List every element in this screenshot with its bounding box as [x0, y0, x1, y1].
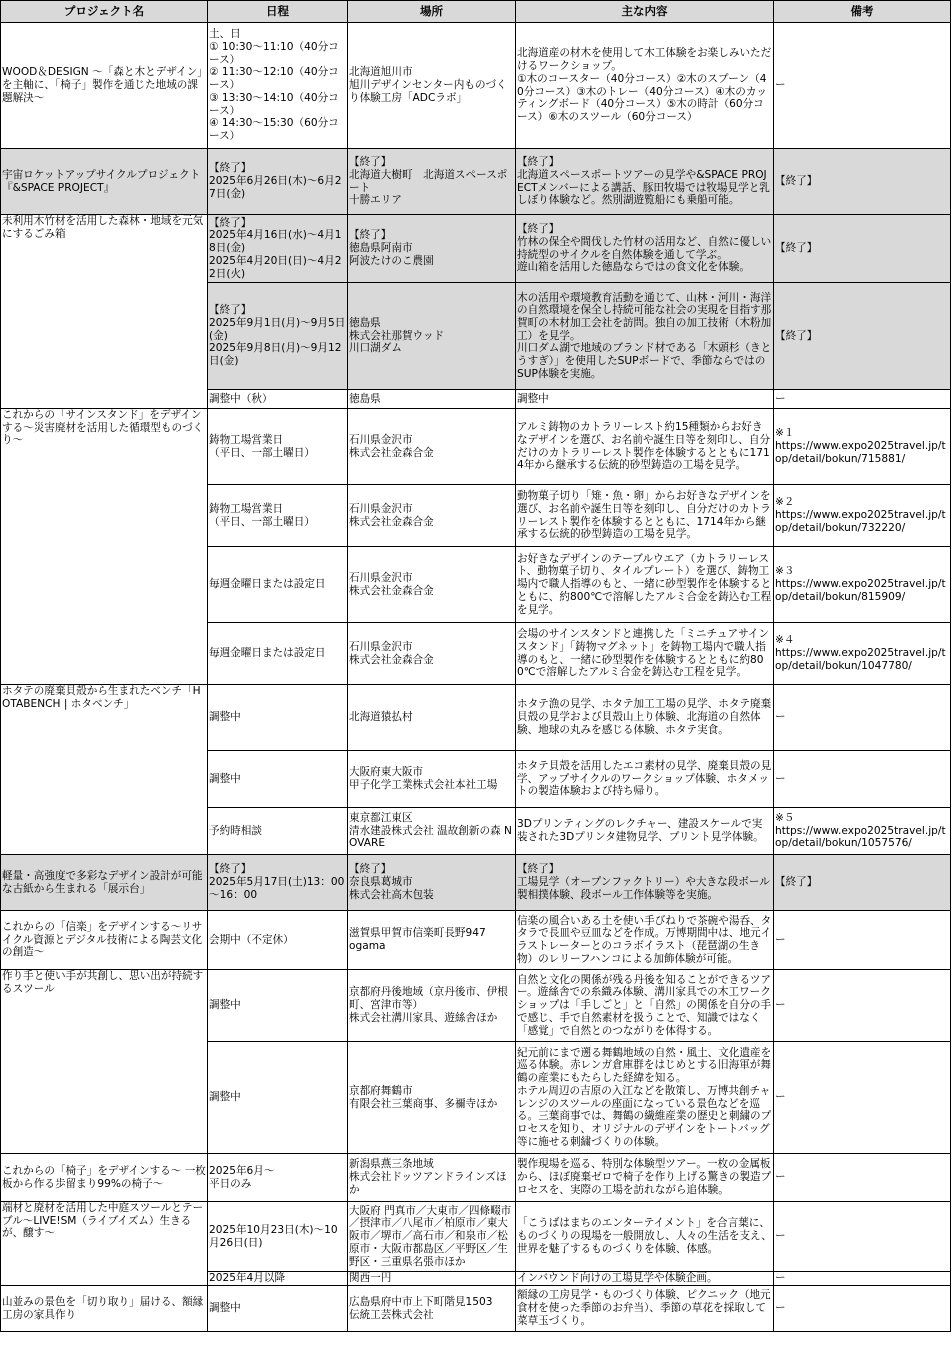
- project-name: これからの「椅子」をデザインする～ 一枚板から作る歩留まり99%の椅子～: [1, 1154, 208, 1202]
- place-cell: 石川県金沢市 株式会社金森合金: [348, 485, 516, 547]
- header-project: プロジェクト名: [1, 1, 208, 23]
- note-cell: ※５ https://www.expo2025travel.jp/top/detail/bokun/1057576/: [774, 808, 951, 855]
- schedule-cell: 調整中: [208, 1042, 348, 1154]
- note-cell: ー: [774, 1154, 951, 1202]
- project-name: これからの「信楽」をデザインする～リサイクル資源とデジタル技術による陶芸文化の創造～: [1, 911, 208, 970]
- content-cell: 信楽の風合いある土を使い手びねりで茶碗や湯呑、タタラで長皿や豆皿などを作成。万博期間中は、地元イラストレーターとのコラボイラスト（琵琶湖の生き物）のレリーフハンコによる加飾体験が可能。: [516, 911, 774, 970]
- project-name: 未利用木竹材を活用した森林・地域を元気にするごみ箱: [1, 215, 208, 409]
- content-cell: 木の活用や環境教育活動を通じて、山林・河川・海洋の自然環境を保全し持続可能な社会の実現を目指す那賀町の木材加工会社を訪問。独自の加工技術（木粉加工）を見学。 川口ダム湖で地域のブランド材である「木頭杉（きとうすぎ）」を使用したSUPボードで、季節ならではのSUP体験を実施。: [516, 283, 774, 390]
- content-cell: 3Dプリンティングのレクチャー、建設スケールで実装された3Dプリンタ建物見学、プリント見学体験。: [516, 808, 774, 855]
- table-row: [1, 855, 951, 911]
- place-cell: 広島県府中市上下町階見1503 伝統工芸株式会社: [348, 1286, 516, 1332]
- place-cell: 北海道猿払村: [348, 685, 516, 751]
- content-cell: インバウンド向けの工場見学や体験企画。: [516, 1272, 774, 1286]
- place-cell: 大阪府 門真市／大東市／四條畷市／摂津市／八尾市／柏原市／東大阪市／堺市／高石市／和泉市／松原市・大阪市都島区／平野区／生野区・三重県名張市ほか: [348, 1202, 516, 1272]
- note-cell: ー: [774, 911, 951, 970]
- project-name: 宇宙ロケットアップサイクルプロジェクト『&SPACE PROJECT』: [1, 149, 208, 215]
- schedule-cell: 毎週金曜日または設定日: [208, 547, 348, 623]
- content-cell: 製作現場を巡る、特別な体験型ツアー。一枚の金属板から、ほぼ廃棄ゼロで椅子を作り上げる驚きの製造プロセスを、実際の工場を訪れながら追体験。: [516, 1154, 774, 1202]
- place-cell: 新潟県燕三条地域 株式会社ドッツアンドラインズほか: [348, 1154, 516, 1202]
- note-cell: 【終了】: [774, 215, 951, 283]
- schedule-cell: 調整中: [208, 751, 348, 808]
- schedule-cell: 調整中: [208, 685, 348, 751]
- content-cell: 額縁の工房見学・ものづくり体験、ピクニック（地元食材を使った季節のお弁当）、季節の草花を採取して菜草玉づくり。: [516, 1286, 774, 1332]
- content-cell: アルミ鋳物のカトラリーレスト約15種類からお好きなデザインを選び、お名前や誕生日等を刻印し、自分だけのカトラリーレスト製作を体験するとともに1714年から継承する伝統的砂型鋳造の工場を見学。: [516, 409, 774, 485]
- content-cell: 北海道産の材木を使用して木工体験をお楽しみいただけるワークショップ。 ①木のコースター（40分コース）②木のスプーン（40分コース）③木のトレー（40分コース）④木のカッティングボード（40分コース）⑤木の時計（60分コース）⑥木のスツール（60分コース）: [516, 23, 774, 149]
- project-name: これからの「サインスタンド」をデザインする～災害廃材を活用した循環型ものづくり～: [1, 409, 208, 685]
- schedule-cell: 調整中: [208, 970, 348, 1042]
- place-cell: 【終了】 北海道大樹町 北海道スペースポート 十勝エリア: [348, 149, 516, 215]
- note-cell: 【終了】: [774, 283, 951, 390]
- project-name: ホタテの廃棄貝殻から生まれたベンチ「HOTABENCH | ホタベンチ」: [1, 685, 208, 855]
- project-name: 軽量・高強度で多彩なデザイン設計が可能な古紙から生まれる「展示台」: [1, 855, 208, 911]
- schedule-cell: 【終了】 2025年5月17日(土)13：00～16：00: [208, 855, 348, 911]
- schedule-cell: 鋳物工場営業日 （平日、一部土曜日）: [208, 409, 348, 485]
- note-cell: ー: [774, 685, 951, 751]
- schedule-cell: 調整中（秋）: [208, 390, 348, 409]
- schedule-cell: 2025年10月23日(木)～10月26日(日): [208, 1202, 348, 1272]
- note-cell: 【終了】: [774, 855, 951, 911]
- schedule-cell: 毎週金曜日または設定日: [208, 623, 348, 685]
- project-name: 山並みの景色を「切り取り」届ける、額縁工房の家具作り: [1, 1286, 208, 1332]
- table-row: [1, 911, 951, 970]
- note-cell: ー: [774, 751, 951, 808]
- header-place: 場所: [348, 1, 516, 23]
- table-row: [1, 149, 951, 215]
- place-cell: 大阪府東大阪市 甲子化学工業株式会社本社工場: [348, 751, 516, 808]
- note-cell: 【終了】: [774, 149, 951, 215]
- project-name: WOOD＆DESIGN ～「森と木とデザイン」を主軸に、「椅子」製作を通じた地域の課題解決～: [1, 23, 208, 149]
- place-cell: 徳島県 株式会社那賀ウッド 川口湖ダム: [348, 283, 516, 390]
- place-cell: 徳島県: [348, 390, 516, 409]
- table-row: [1, 1286, 951, 1332]
- schedule-cell: 2025年4月以降: [208, 1272, 348, 1286]
- schedule-cell: 2025年6月～ 平日のみ: [208, 1154, 348, 1202]
- note-cell: ー: [774, 1202, 951, 1272]
- content-cell: 調整中: [516, 390, 774, 409]
- note-cell: ※２ https://www.expo2025travel.jp/top/detail/bokun/732220/: [774, 485, 951, 547]
- place-cell: 滋賀県甲賀市信楽町長野947 ogama: [348, 911, 516, 970]
- schedule-cell: 会期中（不定休）: [208, 911, 348, 970]
- header-row: [1, 1, 951, 23]
- table-row: [1, 409, 951, 485]
- content-cell: 紀元前にまで遡る舞鶴地域の自然・風土、文化遺産を巡る体験。赤レンガ倉庫群をはじめとする旧海軍が舞鶴の産業にもたらした経緯を知る。 ホテル周辺の吉原の入江などを散策し、万博共創チャレンジのスツールの座面になっている景色などを巡る。三葉商事では、舞鶴の繊維産業の歴史と刺繍のプロセスを知り、オリジナルのデザインをトートバッグ等に施せる刺繍づくりの体験。: [516, 1042, 774, 1154]
- note-cell: ー: [774, 23, 951, 149]
- place-cell: 石川県金沢市 株式会社金森合金: [348, 623, 516, 685]
- place-cell: 京都府舞鶴市 有限会社三葉商事、多禰寺ほか: [348, 1042, 516, 1154]
- place-cell: 京都府丹後地域（京丹後市、伊根町、宮津市等） 株式会社溝川家具、遊絲舎ほか: [348, 970, 516, 1042]
- header-schedule: 日程: [208, 1, 348, 23]
- schedule-cell: 【終了】 2025年9月1日(月)～9月5日(金) 2025年9月8日(月)～9月12日(金): [208, 283, 348, 390]
- schedule-cell: 調整中: [208, 1286, 348, 1332]
- note-cell: ー: [774, 1272, 951, 1286]
- table-row: [1, 215, 951, 283]
- place-cell: 石川県金沢市 株式会社金森合金: [348, 547, 516, 623]
- header-content: 主な内容: [516, 1, 774, 23]
- content-cell: ホタテ漁の見学、ホタテ加工工場の見学、ホタテ廃棄貝殻の見学および貝殻山上り体験、北海道の自然体験、地球の丸みを感じる体験、ホタテ実食。: [516, 685, 774, 751]
- note-cell: ー: [774, 970, 951, 1042]
- place-cell: 【終了】 奈良県葛城市 株式会社高木包装: [348, 855, 516, 911]
- schedule-cell: 【終了】 2025年6月26日(木)～6月27日(金): [208, 149, 348, 215]
- table-row: [1, 685, 951, 751]
- place-cell: 東京都江東区 清水建設株式会社 温故創新の森 NOVARE: [348, 808, 516, 855]
- schedule-cell: 土、日 ① 10:30～11:10（40分コース） ② 11:30～12:10（40分コース） ③ 13:30～14:10（40分コース） ④ 14:30～15:30（60分コース）: [208, 23, 348, 149]
- place-cell: 北海道旭川市 旭川デザインセンター内ものづくり体験工房「ADCラボ」: [348, 23, 516, 149]
- header-note: 備考: [774, 1, 951, 23]
- note-cell: ー: [774, 1042, 951, 1154]
- content-cell: 【終了】 工場見学（オープンファクトリー）や大きな段ボール製相撲体験、段ボール工作体験等を実施。: [516, 855, 774, 911]
- content-cell: 自然と文化の関係が残る丹後を知ることができるツアー。遊絲舎での糸織み体験、溝川家具での木工ワークショップは「手しごと」と「自然」の関係を自分の手で感じ、手で自然素材を扱うことで、知識ではなく「感覚」で自然とのつながりを体得する。: [516, 970, 774, 1042]
- note-cell: ※４ https://www.expo2025travel.jp/top/detail/bokun/1047780/: [774, 623, 951, 685]
- note-cell: ー: [774, 1286, 951, 1332]
- place-cell: 関西一円: [348, 1272, 516, 1286]
- content-cell: 【終了】 竹林の保全や間伐した竹材の活用など、自然に優しい持続型のサイクルを自然体験を通して学ぶ。 遊山箱を活用した徳島ならではの食文化を体験。: [516, 215, 774, 283]
- note-cell: ー: [774, 390, 951, 409]
- content-cell: 会場のサインスタンドと連携した「ミニチュアサインスタンド」「鋳物マグネット」を鋳物工場内で職人指導のもと、一緒に砂型製作を体験するとともに約800℃で溶解したアルミ合金を鋳込む工程を見学。: [516, 623, 774, 685]
- note-cell: ※１ https://www.expo2025travel.jp/top/detail/bokun/715881/: [774, 409, 951, 485]
- place-cell: 石川県金沢市 株式会社金森合金: [348, 409, 516, 485]
- schedule-cell: 予約時相談: [208, 808, 348, 855]
- table-row: [1, 1202, 951, 1272]
- content-cell: 【終了】 北海道スペースポートツアーの見学や&SPACE PROJECTメンバーによる講話、豚田牧場では牧場見学と乳しぼり体験など。然別湖遊覧船にも乗船可能。: [516, 149, 774, 215]
- schedule-cell: 鋳物工場営業日 （平日、一部土曜日）: [208, 485, 348, 547]
- table-row: [1, 970, 951, 1042]
- content-cell: 「こうばはまちのエンターテイメント」を合言葉に、ものづくりの現場を一般開放し、人々の生活を支え、世界を魅了するものづくりを体験、体感。: [516, 1202, 774, 1272]
- schedule-cell: 【終了】 2025年4月16日(水)～4月18日(金) 2025年4月20日(日)～4月22日(火): [208, 215, 348, 283]
- table-row: [1, 1154, 951, 1202]
- content-cell: 動物菓子切り「雉・魚・卵」からお好きなデザインを選び、お名前や誕生日等を刻印し、自分だけのカトラリーレスト製作を体験するとともに、1714年から継承する伝統的砂型鋳造の工場を見学。: [516, 485, 774, 547]
- project-name: 作り手と使い手が共創し、思い出が持続するスツール: [1, 970, 208, 1154]
- content-cell: お好きなデザインのテーブルウエア（カトラリーレスト、動物菓子切り、タイルプレート）を選び、鋳物工場内で職人指導のもと、一緒に砂型製作を体験するとともに、約800℃で溶解したアルミ合金を鋳込む工程を見学。: [516, 547, 774, 623]
- place-cell: 【終了】 徳島県阿南市 阿波たけのこ農園: [348, 215, 516, 283]
- project-name: 端材と廃材を活用した中庭スツールとテーブル～LIVE!SM（ライブイズム）生きるが、醸す～: [1, 1202, 208, 1286]
- content-cell: ホタテ貝殻を活用したエコ素材の見学、廃棄貝殻の見学、アップサイクルのワークショップ体験、ホタメットの製造体験および持ち帰り。: [516, 751, 774, 808]
- note-cell: ※３ https://www.expo2025travel.jp/top/detail/bokun/815909/: [774, 547, 951, 623]
- table-row: [1, 23, 951, 149]
